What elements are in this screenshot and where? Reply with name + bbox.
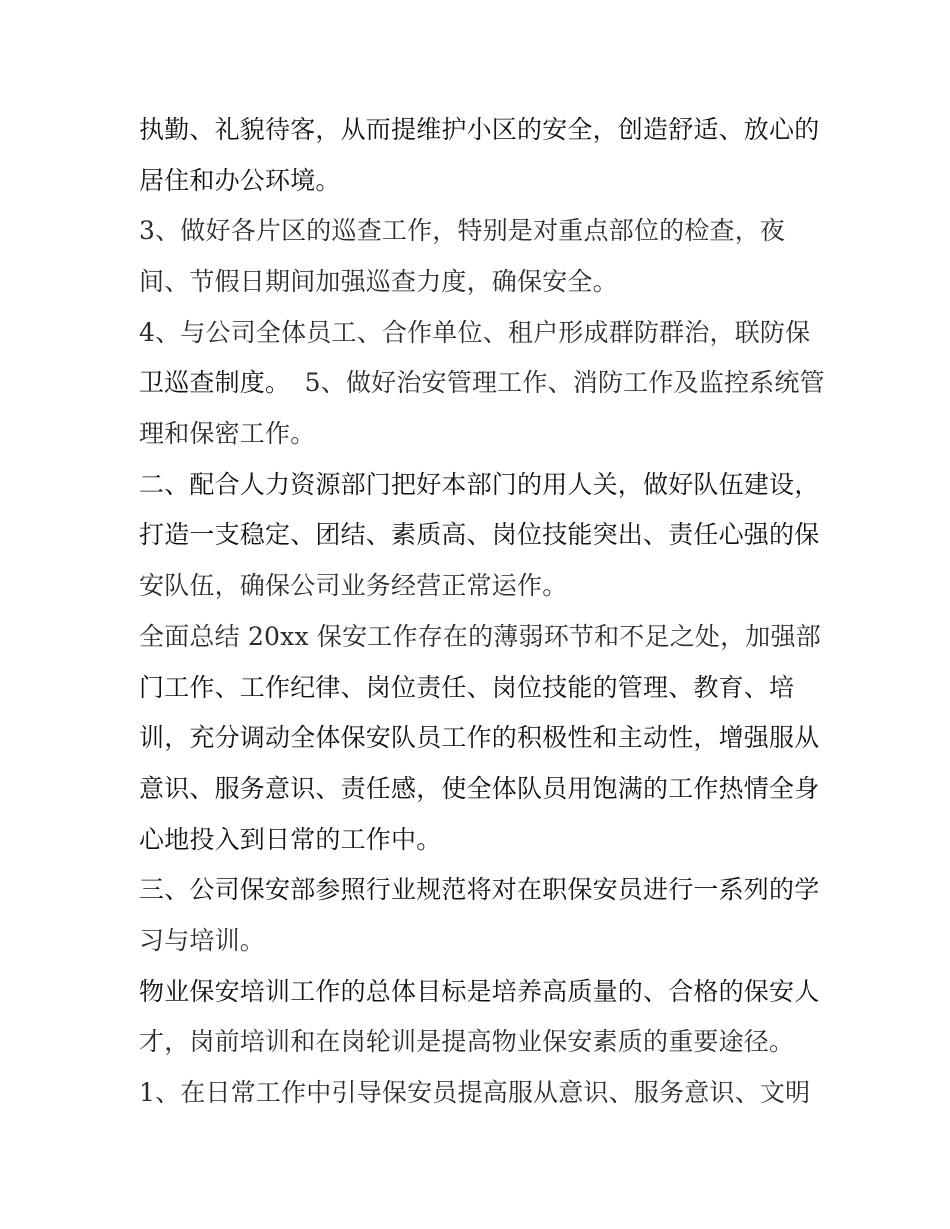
text-line: 意识、服务意识、责任感，使全体队员用饱满的工作热情全身	[139, 774, 820, 803]
text-line: 4、与公司全体员工、合作单位、租户形成群防群治，联防保	[139, 318, 811, 347]
text-line: 全面总结 20xx 保安工作存在的薄弱环节和不足之处，加强部	[139, 622, 821, 651]
text-line: 才，岗前培训和在岗轮训是提高物业保安素质的重要途径。	[139, 1027, 795, 1056]
text-line: 执勤、礼貌待客，从而提维护小区的安全，创造舒适、放心的	[139, 115, 820, 144]
text-line: 间、节假日期间加强巡查力度，确保安全。	[139, 267, 618, 296]
text-line: 3、做好各片区的巡查工作，特别是对重点部位的检查，夜	[139, 216, 786, 245]
text-line: 二、配合人力资源部门把好本部门的用人关，做好队伍建设，	[139, 470, 820, 499]
text-line: 1、在日常工作中引导保安员提高服从意识、服务意识、文明	[139, 1078, 811, 1107]
text-line: 居住和办公环境。	[139, 166, 341, 195]
text-line: 习与培训。	[139, 926, 266, 955]
text-line: 安队伍，确保公司业务经营正常运作。	[139, 571, 568, 600]
text-line: 训，充分调动全体保安队员工作的积极性和主动性，增强服从	[139, 723, 820, 752]
text-line-mixed	[139, 366, 825, 401]
text-line: 物业保安培训工作的总体目标是培养高质量的、合格的保安人	[139, 977, 820, 1006]
text-line: 门工作、工作纪律、岗位责任、岗位技能的管理、教育、培	[139, 673, 795, 702]
text-segment: 5、做好治安管理工作、消防工作及监控系统管	[304, 368, 825, 397]
text-segment: 卫巡查制度。	[139, 368, 291, 397]
text-line: 心地投入到日常的工作中。	[139, 825, 442, 854]
text-line: 打造一支稳定、团结、素质高、岗位技能突出、责任心强的保	[139, 520, 820, 549]
text-line: 三、公司保安部参照行业规范将对在职保安员进行一系列的学	[139, 875, 820, 904]
text-line: 理和保密工作。	[139, 419, 316, 448]
